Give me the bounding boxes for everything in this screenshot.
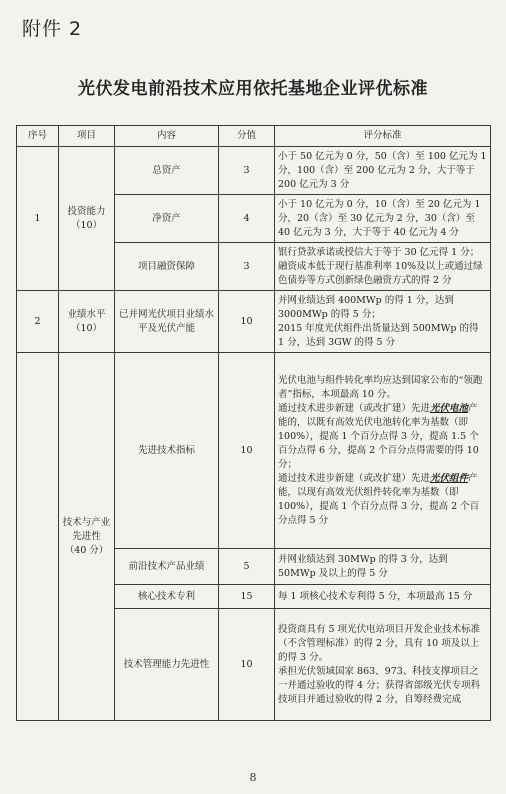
group-no: 1 [17, 147, 59, 291]
header-project: 项目 [59, 126, 115, 147]
document-title: 光伏发电前沿技术应用依托基地企业评优标准 [78, 79, 428, 99]
scoring-table [16, 125, 491, 721]
table-row [17, 353, 491, 549]
row-score: 4 [219, 195, 275, 243]
row-criteria: 并网业绩达到 30MWp 的得 3 分，达到 50MWp 及以上的得 5 分 [275, 549, 491, 585]
row-content: 总资产 [115, 147, 219, 195]
criteria-text: 产能的，以既有高效光伏电池转化率为基数（即 100%），提高 1 个百分点得 3 分，提高 1.5 个百分点得 6 分，提高 2 个百分点得需要的得 10 分； [278, 402, 479, 470]
row-score: 15 [219, 585, 275, 609]
group-project: 投资能力（10） [59, 147, 115, 291]
group-project: 业绩水平（10） [59, 291, 115, 353]
header-no: 序号 [17, 126, 59, 147]
group-no: 2 [17, 291, 59, 353]
header-criteria: 评分标准 [275, 126, 491, 147]
row-content: 核心技术专利 [115, 585, 219, 609]
row-score: 10 [219, 353, 275, 549]
row-score: 3 [219, 243, 275, 291]
group-no [17, 353, 59, 721]
row-criteria [275, 609, 491, 721]
table-header-row [17, 126, 491, 147]
criteria-text: 通过技术进步新建（或改扩建）先进 [278, 472, 431, 484]
criteria-line: 投资商具有 5 项光伏电站项目开发企业技术标准（不含管理标准）的得 2 分，具有 10 项及以上的得 3 分。 [278, 623, 481, 663]
row-content: 技术管理能力先进性 [115, 609, 219, 721]
row-criteria: 每 1 项核心技术专利得 5 分，本项最高 15 分 [275, 585, 491, 609]
row-criteria: 银行贷款承诺或授信大于等于 30 亿元得 1 分；融资成本低于现行基准利率 10%及以上或通过绿色债券等方式创新绿色融资方式的得 2 分 [275, 243, 491, 291]
row-score: 10 [219, 291, 275, 353]
table-row [17, 147, 491, 195]
header-score: 分值 [219, 126, 275, 147]
row-content: 已并网光伏项目业绩水平及光伏产能 [115, 291, 219, 353]
row-content: 前沿技术产品业绩 [115, 549, 219, 585]
criteria-text: 通过技术进步新建（或改扩建）先进 [278, 402, 431, 414]
row-content: 净资产 [115, 195, 219, 243]
criteria-line: 光伏电池与组件转化率均应达到国家公布的“领跑者”指标，本项最高 10 分。 [278, 374, 483, 400]
criteria-line [278, 402, 487, 472]
annex-label: 附件 2 [22, 18, 83, 40]
row-content: 先进技术指标 [115, 353, 219, 549]
row-score: 3 [219, 147, 275, 195]
row-score: 5 [219, 549, 275, 585]
header-content: 内容 [115, 126, 219, 147]
table-row [17, 291, 491, 353]
row-score: 10 [219, 609, 275, 721]
page-number: 8 [249, 771, 257, 784]
group-project: 技术与产业先进性（40 分） [59, 353, 115, 721]
highlight-term: 光伏组件 [430, 472, 469, 484]
criteria-line: 2015 年度光伏组件出货量达到 500MWp 的得 1 分，达到 3GW 的得 5 分 [278, 322, 479, 348]
criteria-line: 并网业绩达到 400MWp 的得 1 分，达到 3000MWp 的得 5 分； [278, 294, 454, 320]
row-criteria [275, 353, 491, 549]
criteria-line: 承担光伏领域国家 863、973、科技支撑项目之一并通过验收的得 4 分；获得省部级光伏专项科技项目并通过验收的得 2 分，自筹经费完成 [278, 665, 481, 705]
row-content: 项目融资保障 [115, 243, 219, 291]
row-criteria [275, 291, 491, 353]
row-criteria: 小于 50 亿元为 0 分，50（含）至 100 亿元为 1 分，100（含）至 200 亿元为 2 分，大于等于 200 亿元为 3 分 [275, 147, 491, 195]
highlight-term: 光伏电池 [430, 402, 469, 414]
criteria-line [278, 472, 487, 528]
row-criteria: 小于 10 亿元为 0 分，10（含）至 20 亿元为 1 分，20（含）至 30 亿元为 2 分，30（含）至 40 亿元为 3 分，大于等于 40 亿元为 4 分 [275, 195, 491, 243]
criteria-text: 产能，以现有高效光伏组件转化率为基数（即 100%），提高 1 个百分点得 3 分，提高 2 个百分点得 5 分 [278, 472, 480, 526]
